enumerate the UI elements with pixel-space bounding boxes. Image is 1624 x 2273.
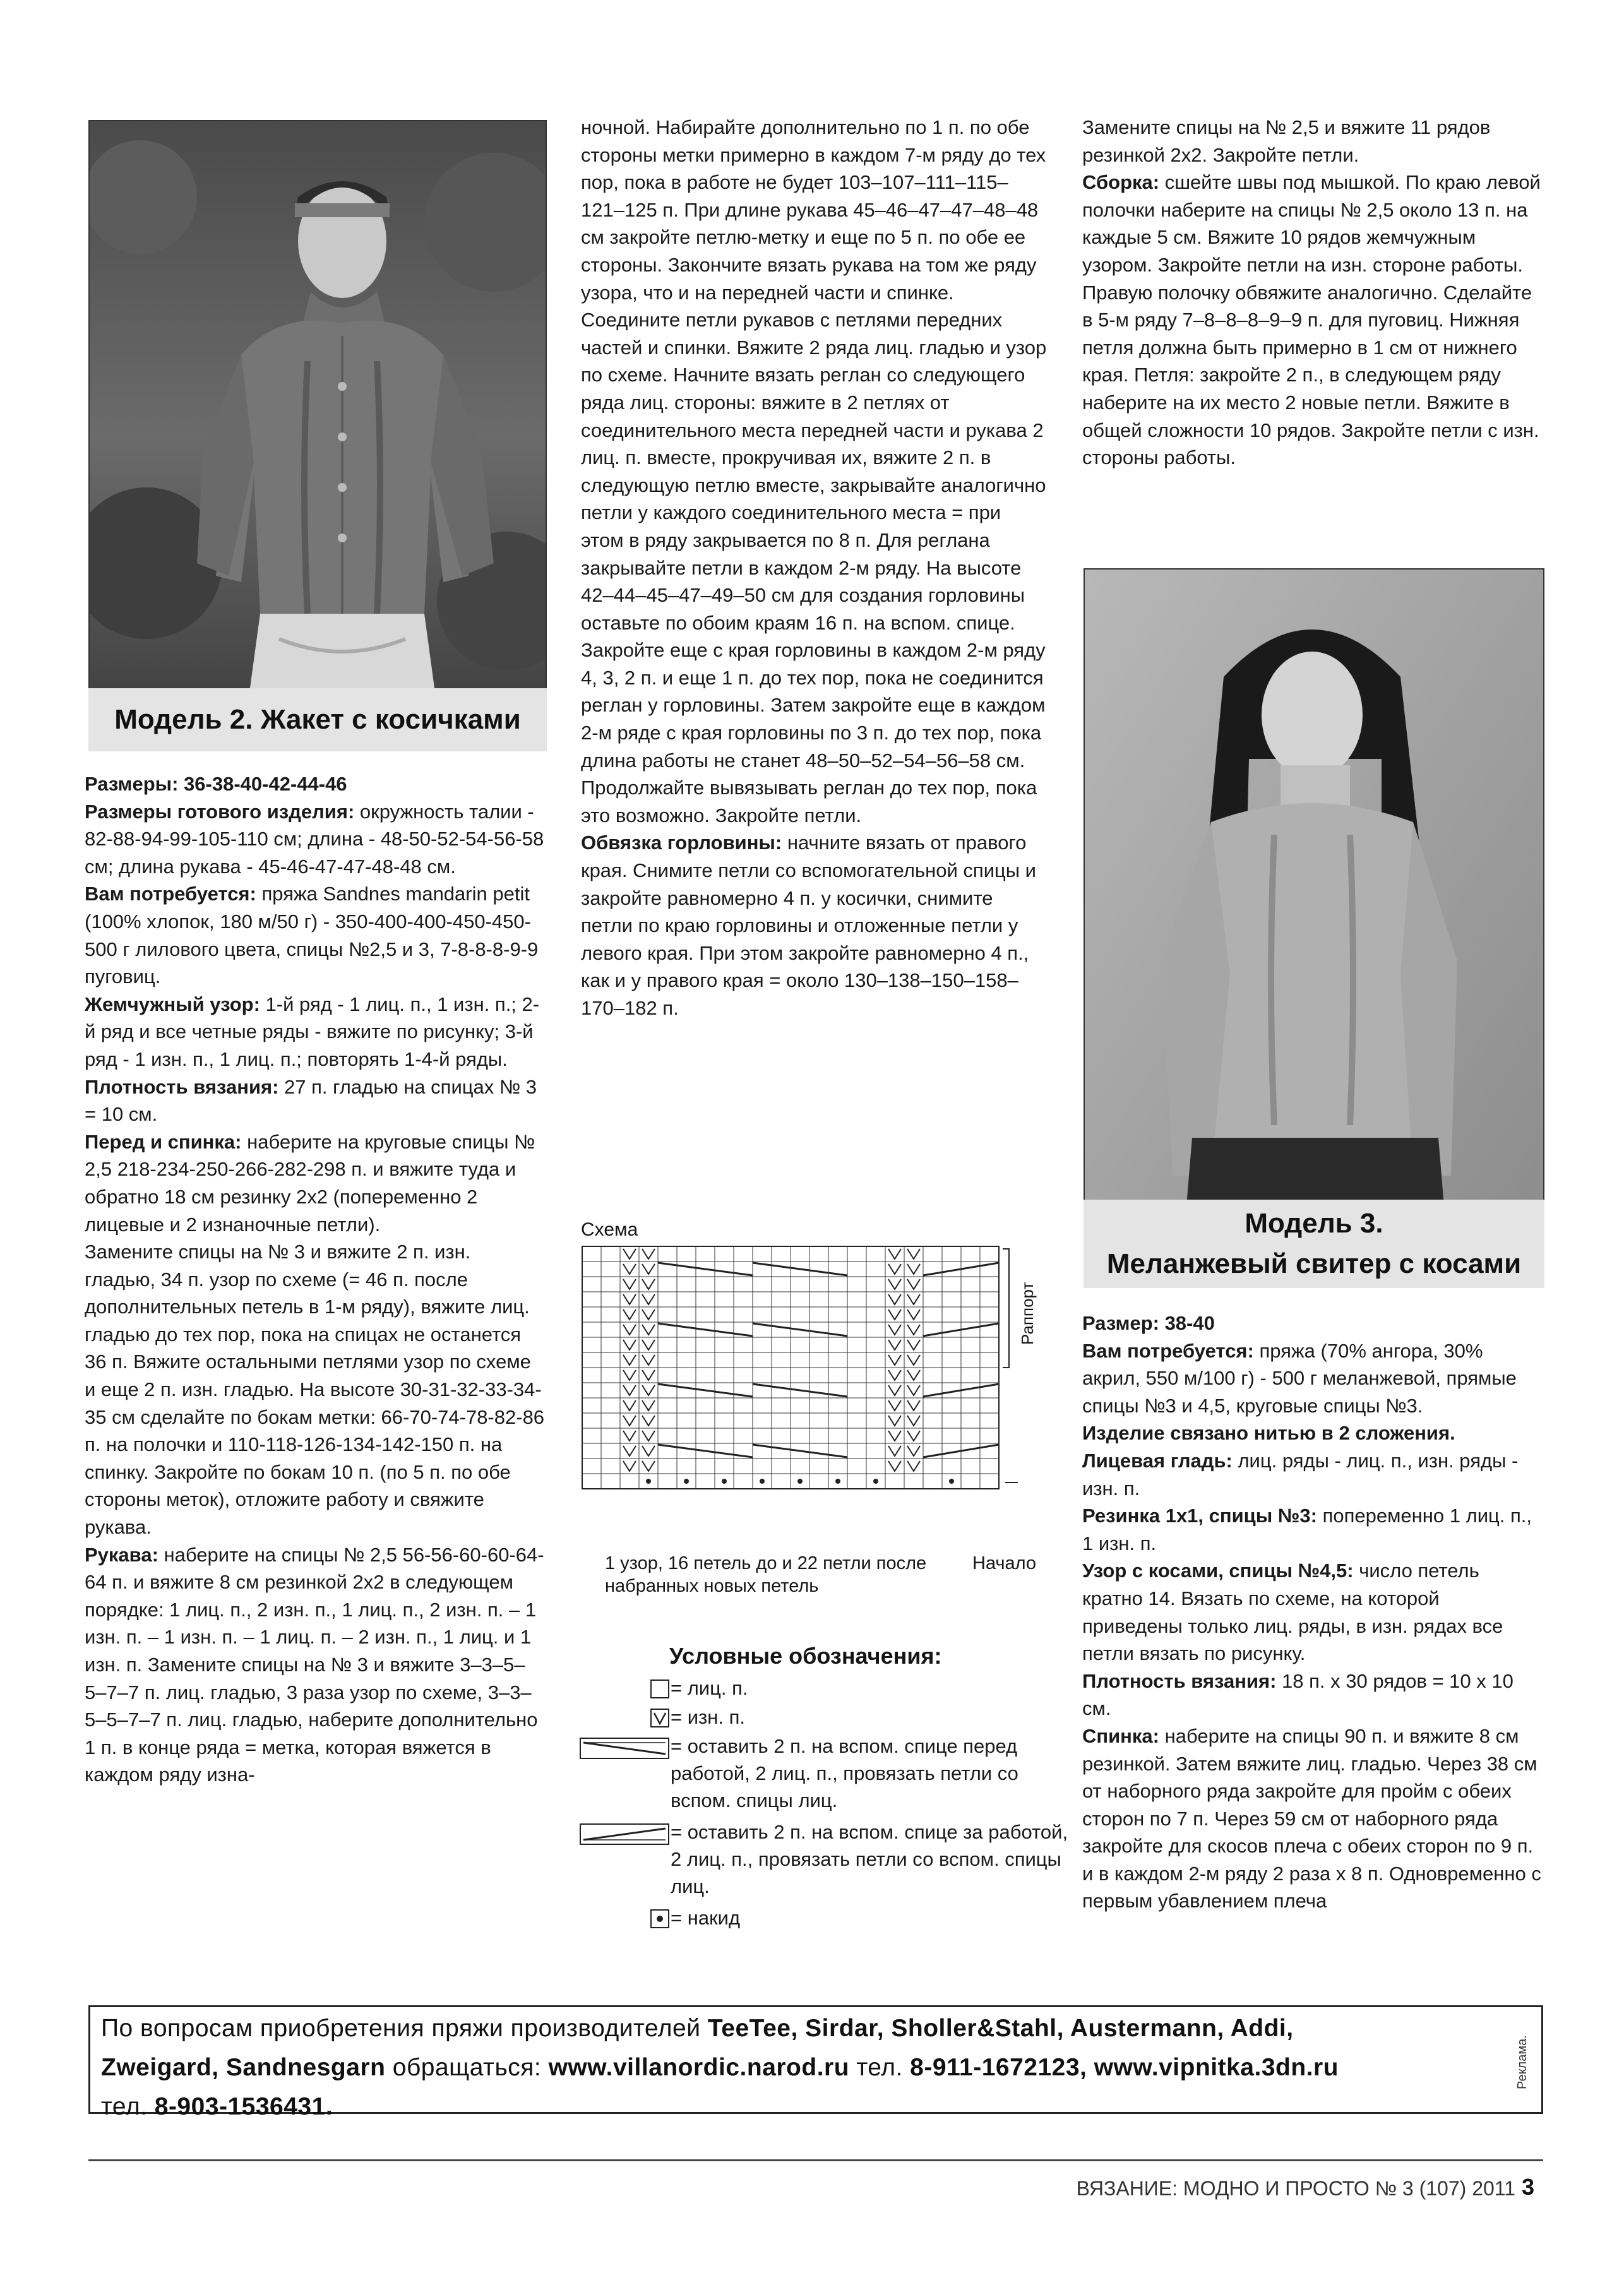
chart-start-label: Начало [972,1553,1037,1573]
materials-text: пряжа Sandnes mandarin petit (100% хлопок, 180 м/50 г) - 350-400-400-450-450-500 г лилового цвета, спицы №2,5 и 3, 7-8-8-8-9-9 пуговиц. [85,883,539,988]
model-2-caption: Модель 2. Жакет с косичками [88,688,547,751]
model-3-caption-line-2: Меланжевый свитер с косами [1106,1248,1522,1279]
sleeves-text: наберите на спицы № 2,5 56-56-60-60-64-64 п. и вяжите 8 см резинкой 2x2 в следующем порядке: 1 лиц. п., 2 изн. п., 1 лиц. п., 2 изн. п. – 1 изн. п. – 1 изн. п. – 1 лиц. п. – 2 изн. п., 1 лиц. и 1 изн. п. Замените спицы на № 3 и вяжите 3–3–5–5–7–7 п. лиц. гладью, 3 раза узор по схеме, 3–3–5–5–7–7 п. лиц. гладью, наберите дополнительно 1 п. в конце ряда = метка, которая вяжется в каждом ряду изна- [85,1543,544,1786]
model-2-photo-image [90,121,547,751]
ad-mark: Реклама. [1515,2035,1529,2089]
yarn-over-mark [684,1479,689,1484]
yarn-ad-contact-text: обращаться: [385,2054,549,2081]
yarn-over-mark [797,1479,803,1484]
magazine-issue: ВЯЗАНИЕ: МОДНО И ПРОСТО № 3 (107) 2011 [1076,2177,1515,2200]
materials-label: Вам потребуется: [85,883,256,905]
front-back-label: Перед и спинка: [85,1130,242,1153]
yarn-over-mark [722,1479,727,1484]
model-3-size-label: Размер: 38-40 [1082,1312,1215,1334]
assembly-text: сшейте швы под мышкой. По краю левой полочки наберите на спицы № 2,5 около 13 п. на каждые 5 см. Вяжите 10 рядов жемчужным узором. Закройте петли на изн. стороне работы. Правую полочку обвяжите аналогично. Сделайте в 5-м ряду 7–8–8–8–9–9 п. для пуговиц. Нижняя петля должна быть примерно в 1 см от нижнего края. Петля: закройте 2 п., в следующем ряду наберите на их место 2 новые петли. Вяжите в общей сложности 10 рядов. Закройте петли с изн. стороны работы. [1082,171,1541,469]
column-2-text [581,114,1048,1022]
front-back-text-2: Замените спицы на № 3 и вяжите 2 п. изн. гладью, 34 п. узор по схеме (= 46 п. после дополнительных петель в 1-м ряду), вяжите лиц. гладью до тех пор, пока на спицах не останется 36 п. Вяжите остальными петлями узор по схеме и еще 2 п. изн. гладью. На высоте 30-31-32-33-34-35 см сделайте по бокам метки: 66-70-74-78-82-86 п. на полочки и 110-118-126-134-142-150 п. на спинку. Закройте по бокам 10 п. (по 5 п. по обе стороны меток), отложите работу и свяжите рукава. [85,1241,545,1539]
yarn-ad-text [101,2009,1509,2127]
model-3-density-label: Плотность вязания: [1082,1669,1277,1692]
legend-item-cable-back: = оставить 2 п. на вспом. спице за работой, 2 лиц. п., провязать петли со вспом. спицы лиц. [671,1821,1068,1897]
cable-pattern-text: число петель кратно 14. Вязать по схеме, на которой приведены только лиц. ряды, в изн. рядах все петли вязать по рисунку. [1082,1560,1503,1665]
yarn-ad-line-1 [101,2009,1509,2048]
yarn-over-icon [650,1909,669,1928]
yarn-ad-phone-prefix-2: тел. [101,2093,155,2120]
rib-label: Резинка 1x1, спицы №3: [1082,1505,1317,1527]
legend-item-knit: = лиц. п. [671,1677,748,1699]
neckline-label: Обвязка горловины: [581,832,782,854]
column-1-text [85,770,546,1789]
model-3-photo-image [1085,570,1544,1288]
assembly-label: Сборка: [1082,171,1160,194]
stockinette-label: Лицевая гладь: [1082,1449,1233,1472]
raglan-text: Соедините петли рукавов с петлями передних частей и спинки. Вяжите 2 ряда лиц. гладью и узор по схеме. Начните вязать реглан со следующего ряда лиц. стороны: вяжите в 2 петлях от соединительного места передней части и рукава 2 лиц. п. вместе, прокручивая их, вяжите 2 п. в следующую петлю вместе, закрывайте аналогично петли у каждого соединительного места = при этом в ряду закрывается по 8 п. Для реглана закрывайте петли в каждом 2-м ряду. На высоте 42–44–45–47–49–50 см для создания горловины оставьте по обоим краям 16 п. на вспом. спице. Закройте еще с края горловины в каждом 2-м ряду 4, 3, 2 п. и еще 1 п. до тех пор, пока не соединится реглан у горловины. Затем закройте еще в каждом 2-м ряде с края горловины по 3 п. до тех пор, пока длина работы не станет 48–50–52–54–56–58 см. Продолжайте вывязывать реглан до тех пор, пока это возможно. Закройте петли. [581,309,1047,826]
chart-title: Схема [581,1219,638,1240]
finished-sizes-text: окружность талии - 82-88-94-99-105-110 см; длина - 48-50-52-54-56-58 см; длина рукава - 45-46-47-47-48-48 см. [85,800,544,878]
legend-item-cable-front: = оставить 2 п. на вспом. спице перед работой, 2 лиц. п., провязать петли со вспом. спицы лиц. [671,1735,1018,1811]
yarn-ad-site-2[interactable]: www.vipnitka.3dn.ru [1087,2054,1339,2081]
yarn-over-mark [760,1479,765,1484]
model-3-caption-line-1: Модель 3. [1245,1208,1383,1239]
model-3-photo [1084,568,1544,1288]
yarn-over-mark [949,1479,954,1484]
column-3-text [1082,114,1543,472]
sleeve-continuation-text: ночной. Набирайте дополнительно по 1 п. по обе стороны метки примерно в каждом 7-м ряду до тех пор, пока в работе не будет 103–107–111–115–121–125 п. При длине рукава 45–46–47–47–48–48 см закройте петлю-метку и еще по 5 п. по обе ее стороны. Закончите вязать рукава на том же ряду узора, что и на передней части и спинке. [581,116,1046,304]
pearl-pattern-label: Жемчужный узор: [85,993,260,1015]
yarn-ad-line-2 [101,2048,1509,2087]
purl-stitch-icon [650,1709,669,1727]
yarn-ad-phone-1: 8-911-1672123, [910,2054,1087,2081]
yarn-ad-intro: По вопросам приобретения пряжи производителей [101,2015,708,2042]
model-3-density-text: 18 п. x 30 рядов = 10 x 10 см. [1082,1669,1514,1720]
rib-text: попеременно 1 лиц. п., 1 изн. п. [1082,1505,1532,1554]
neckline-text: начните вязать от правого края. Снимите петли со вспомогательной спицы и закройте равномерно 4 п. у косички, снимите петли по краю горловины и отложенные петли у левого края. При этом закройте равномерно 4 п., как и у правого края = около 130–138–150–158–170–182 п. [581,832,1036,1019]
knitting-chart-grid [581,1245,1036,1548]
double-yarn-note: Изделие связано нитью в 2 сложения. [1082,1422,1455,1445]
cable-back-icon [580,1823,669,1845]
footer-divider [88,2159,1543,2161]
yarn-over-mark [646,1479,651,1484]
column-3b-text [1082,1310,1543,1915]
yarn-ad-site-1[interactable]: www.villanordic.narod.ru [548,2054,850,2081]
back-text: наберите на спицы 90 п. и вяжите 8 см резинкой. Затем вяжите лиц. гладью. Через 38 см от наборного ряда закройте для пройм с обеих сторон по 7 п. Через 59 см от наборного ряда закройте для скосов плеча с обеих сторон по 9 п. и в каждом 2-м ряду 2 раза x 8 п. Одновременно с первым убавлением плеча [1082,1724,1541,1912]
finished-sizes-label: Размеры готового изделия: [85,800,355,823]
density-text: 27 п. гладью на спицах № 3 = 10 см. [85,1075,537,1126]
front-back-text: наберите на круговые спицы № 2,5 218-234-250-266-282-298 п. и вяжите туда и обратно 18 см резинку 2x2 (попеременно 2 лицевые и 2 изнаночные петли). [85,1130,535,1236]
legend-title: Условные обозначения: [669,1643,942,1669]
page-number: 3 [1522,2174,1535,2200]
sleeves-label: Рукава: [85,1543,158,1566]
cable-front-icon [580,1738,669,1759]
density-label: Плотность вязания: [85,1075,279,1098]
model-2-photo [88,120,547,751]
knit-stitch-icon [650,1679,669,1698]
yarn-ad-brands-1: TeeTee, Sirdar, Sholler&Stahl, Austermann, Addi, [707,2015,1294,2042]
rapport-label: Раппорт [1018,1282,1037,1345]
knitting-chart [581,1245,1036,1548]
model-3-materials-text: пряжа (70% ангора, 30% акрил, 550 м/100 г) - 500 г меланжевой, прямые спицы №3 и 4,5, круговые спицы №3. [1082,1339,1517,1417]
yarn-ad-phone-2: 8-903-1536431. [154,2093,333,2120]
legend-item-purl: = изн. п. [671,1706,745,1728]
chart-note: 1 узор, 16 петель до и 22 петли после набранных новых петель [605,1553,927,1596]
cable-pattern-label: Узор с косами, спицы №4,5: [1082,1560,1354,1582]
rapport-bracket [1003,1249,1009,1368]
back-label: Спинка: [1082,1724,1159,1747]
stockinette-text: лиц. ряды - лиц. п., изн. ряды - изн. п. [1082,1449,1519,1500]
yarn-ad-line-3 [101,2087,1509,2127]
legend-item-yarn-over: = накид [671,1907,741,1929]
yarn-ad-brands-2: Zweigard, Sandnesgarn [101,2054,386,2081]
yarn-over-mark [835,1479,840,1484]
model-3-materials-label: Вам потребуется: [1082,1339,1254,1362]
yarn-over-mark [873,1479,878,1484]
collar-finish-text: Замените спицы на № 2,5 и вяжите 11 рядов резинкой 2x2. Закройте петли. [1082,116,1491,166]
sizes-label: Размеры: 36-38-40-42-44-46 [85,773,347,795]
model-3-caption [1084,1200,1544,1288]
pearl-pattern-text: 1-й ряд - 1 лиц. п., 1 изн. п.; 2-й ряд и все четные ряды - вяжите по рисунку; 3-й ряд - 1 изн. п., 1 лиц. п.; повторять 1-4-й ряды. [85,993,540,1070]
yarn-ad-phone-prefix-1: тел. [849,2054,911,2081]
